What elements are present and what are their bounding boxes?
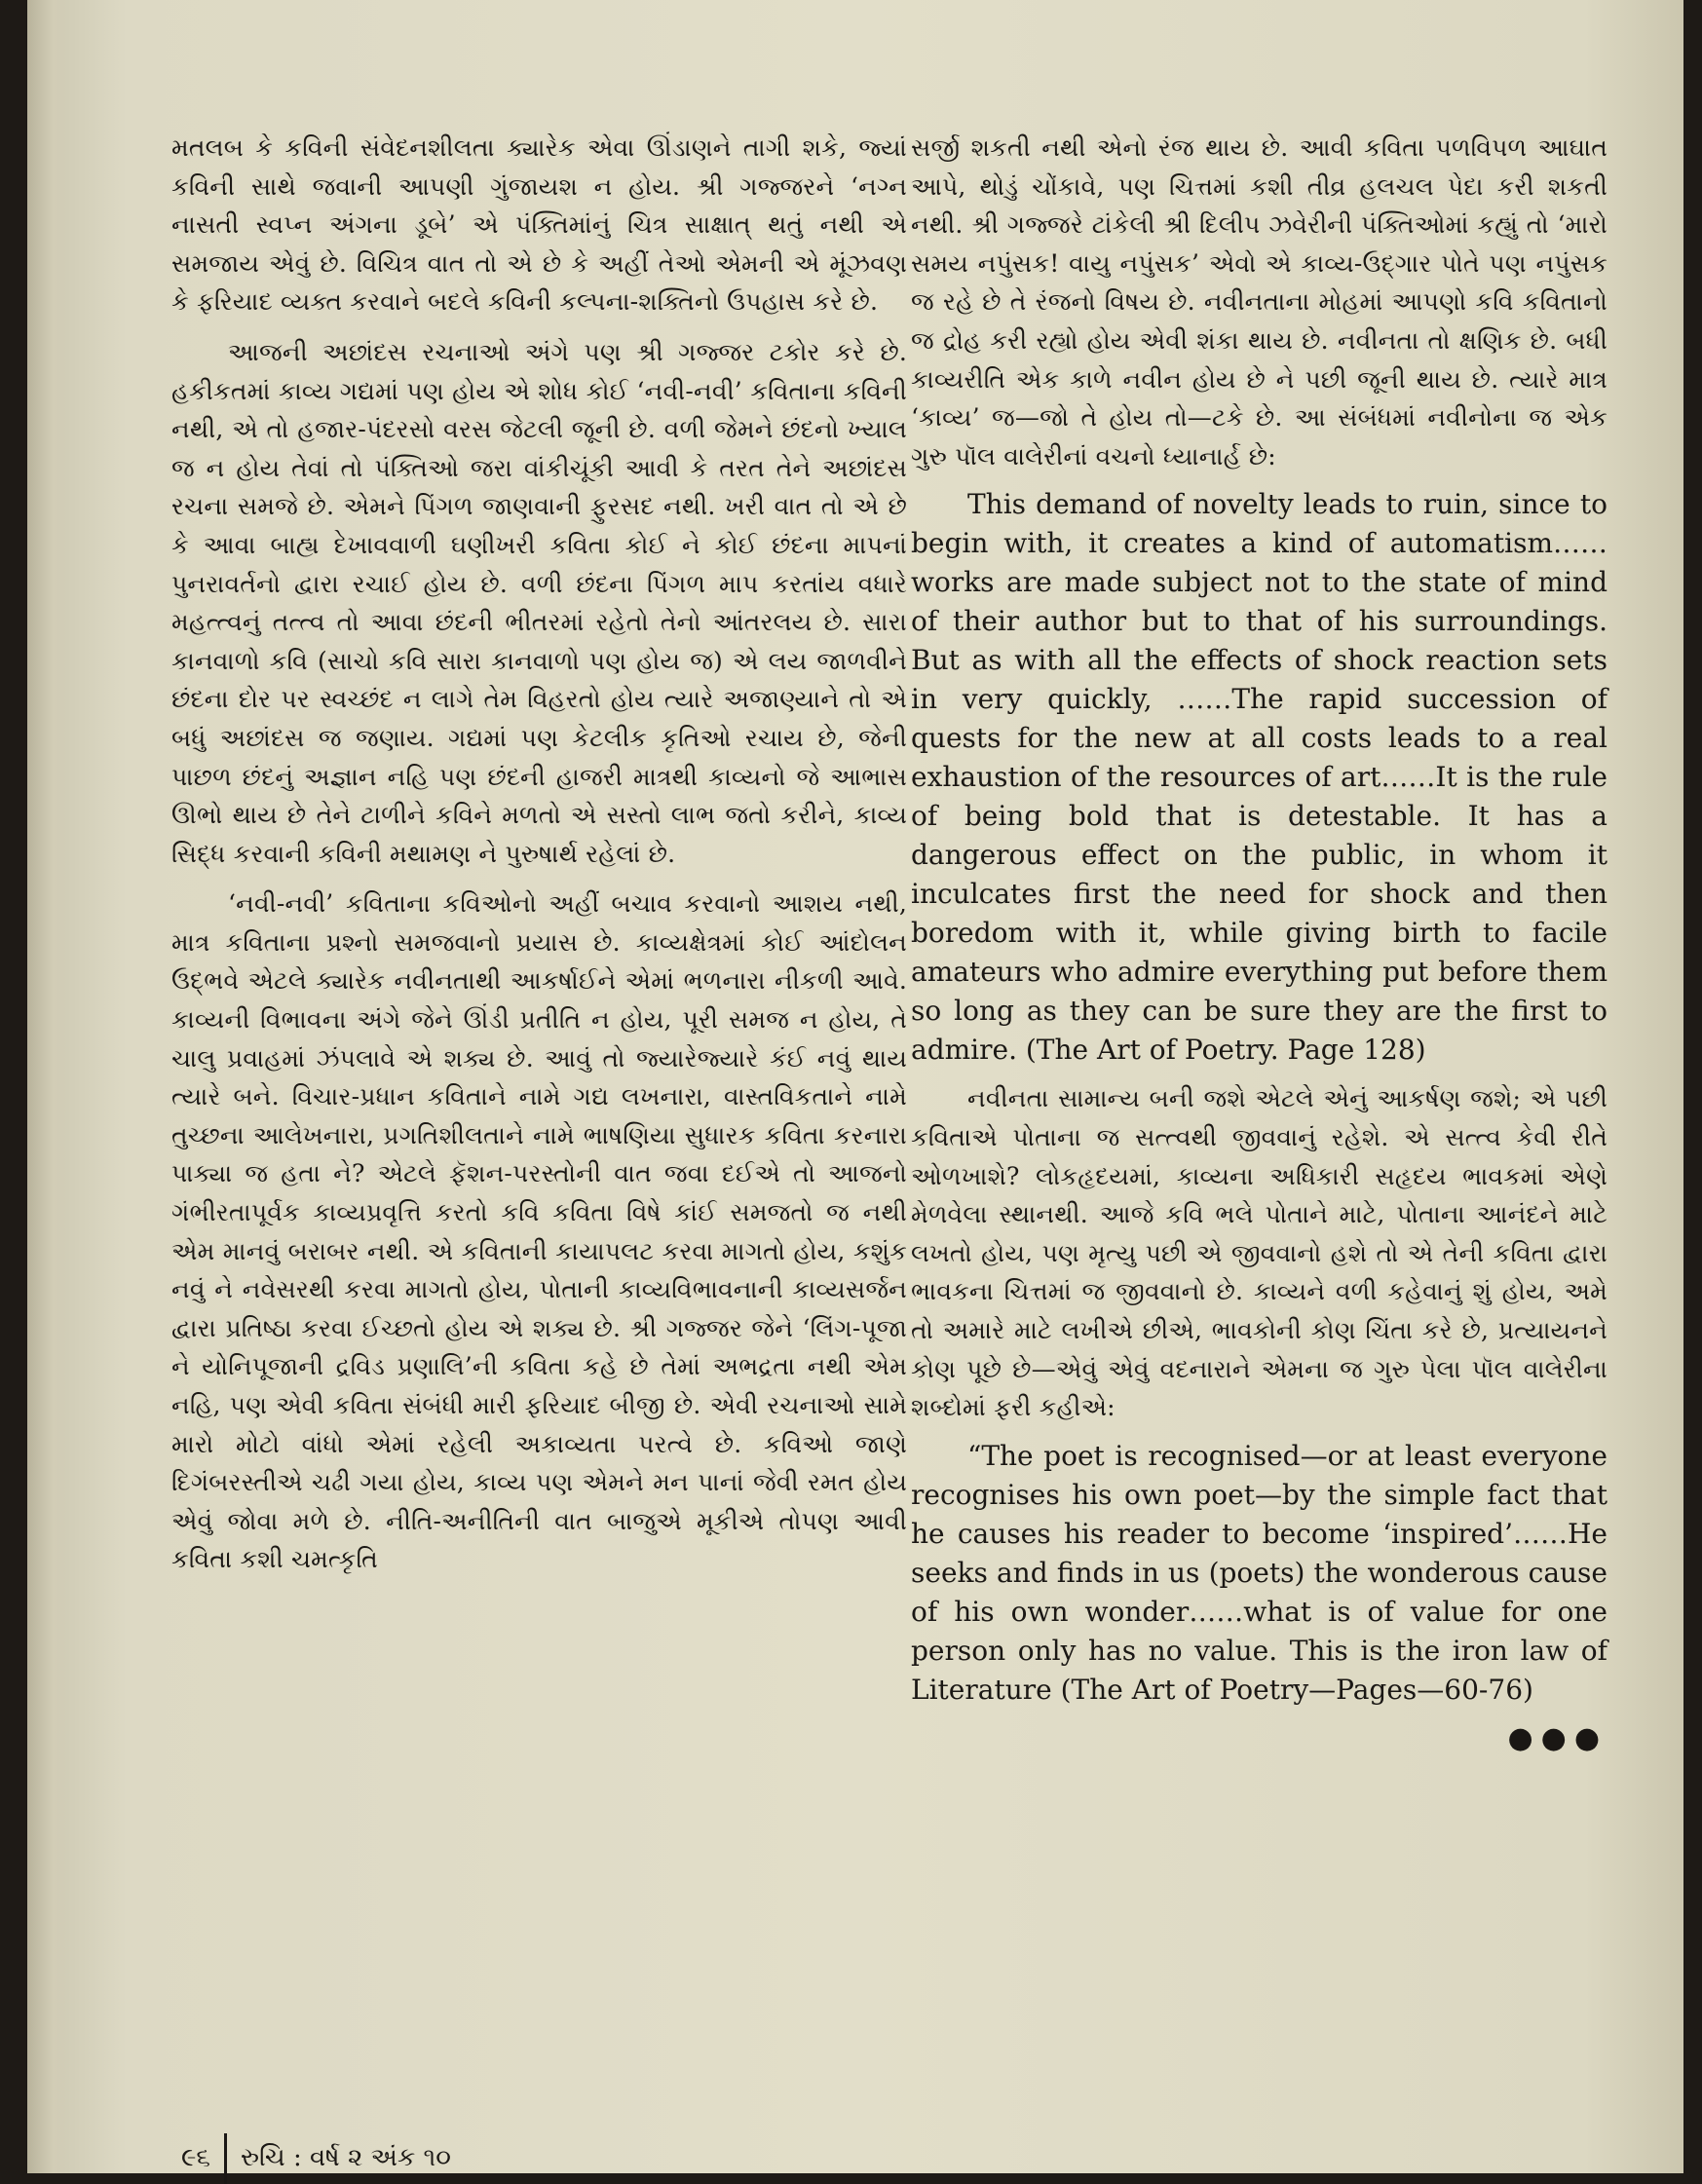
left-paragraph-3: ‘નવી-નવી’ કવિતાના કવિઓનો અહીં બચાવ કરવાનો આશય નથી, માત્ર કવિતાના પ્રશ્નો સમજવાનો પ્રયાસ છે. કાવ્યક્ષેત્રમાં કોઈ આંદોલન ઉદ્ભવે એટલે ક્યારેક નવીનતાથી આકર્ષાઈને એમાં ભળનારા નીકળી આવે. કાવ્યની વિભાવના અંગે જેને ઊંડી પ્રતીતિ ન હોય, પૂરી સમજ ન હોય, તે ચાલુ પ્રવાહમાં ઝંપલાવે એ શક્ય છે. આવું તો જ્યારેજ્યારે કંઈ નવું થાય ત્યારે બને. વિચાર-પ્રધાન કવિતાને નામે ગદ્ય લખનારા, વાસ્તવિકતાને નામે તુચ્છના આલેખનારા, પ્રગતિશીલતાને નામે ભાષણિયા સુધારક કવિતા કરનારા પાક્યા જ હતા ને? એટલે ફૅશન-પરસ્તોની વાત જવા દઈએ તો આજનો ગંભીરતાપૂર્વક કાવ્યપ્રવૃત્તિ કરતો કવિ કવિતા વિષે કાંઈ સમજતો જ નથી એમ માનવું બરાબર નથી. એ કવિતાની કાયાપલટ કરવા માગતો હોય, કશુંક નવું ને નવેસરથી કરવા માગતો હોય, પોતાની કાવ્યવિભાવનાની કાવ્યસર્જન દ્વારા પ્રતિષ્ઠા કરવા ઈચ્છતો હોય એ શક્ય છે. શ્રી ગજ્જર જેને ‘લિંગ-પૂજા ને યોનિપૂજાની દ્રવિડ પ્રણાલિ’ની કવિતા કહે છે તેમાં અભદ્રતા નથી એમ નહિ, પણ એવી કવિતા સંબંધી મારી ફરિયાદ બીજી છે. એવી રચનાઓ સામે મારો મોટો વાંધો એમાં રહેલી અકાવ્યતા પરત્વે છે. કવિઓ જાણે દિગંબરસ્તીએ ચઢી ગયા હોય, કાવ્ય પણ એમને મન પાનાં જેવી રમત હોય એવું જોવા મળે છે. નીતિ-અનીતિની વાત બાજુએ મૂકીએ તોપણ આવી કવિતા કશી ચમત્કૃતિ [171,889,907,1574]
page-binding-shadow [27,0,70,2173]
right-column [911,129,1607,1757]
right-paragraph-2: નવીનતા સામાન્ય બની જશે એટલે એનું આકર્ષણ જશે; એ પછી કવિતાએ પોતાના જ સત્ત્વથી જીવવાનું રહેશે. એ સત્ત્વ કેવી રીતે ઓળખાશે? લોકહૃદયમાં, કાવ્યના અધિકારી સહૃદય ભાવકમાં એણે મેળવેલા સ્થાનથી. આજે કવિ ભલે પોતાને માટે, પોતાના આનંદને માટે લખતો હોય, પણ મૃત્યુ પછી એ જીવવાનો હશે તો એ તેની કવિતા દ્વારા ભાવકના ચિત્તમાં જ જીવવાનો છે. કાવ્યને વળી કહેવાનું શું હોય, અમે તો અમારે માટે લખીએ છીએ, ભાવકોની કોણ ચિંતા કરે છે, પ્રત્યાયનને કોણ પૂછે છે—એવું એવું વદનારાને એમના જ ગુરુ પેલા પૉલ વાલેરીના શબ્દોમાં ફરી કહીએ: [911,1084,1607,1422]
left-column [171,129,907,1579]
right-paragraph-1: સર્જી શકતી નથી એનો રંજ થાય છે. આવી કવિતા પળવિપળ આઘાત આપે, થોડું ચોંકાવે, પણ ચિત્તમાં કશી તીવ્ર હલચલ પેદા કરી શકતી નથી. શ્રી ગજ્જરે ટાંકેલી શ્રી દિલીપ ઝવેરીની પંક્તિઓમાં કહ્યું તો ‘મારો સમય નપુંસક! વાયુ નપુંસક’ એવો એ કાવ્ય-ઉદ્ગાર પોતે પણ નપુંસક જ રહે છે તે રંજનો વિષય છે. નવીનતાના મોહમાં આપણો કવિ કવિતાનો જ દ્રોહ કરી રહ્યો હોય એવી શંકા થાય છે. નવીનતા તો ક્ષણિક છે. બધી કાવ્યરીતિ એક કાળે નવીન હોય છે ને પછી જૂની થાય છે. ત્યારે માત્ર ‘કાવ્ય’ જ—જો તે હોય તો—ટકે છે. આ સંબંધમાં નવીનોના જ એક ગુરુ પૉલ વાલેરીનાં વચનો ધ્યાનાર્હ છે: [911,133,1607,471]
valery-quote-1: This demand of novelty leads to ruin, since to begin with, it creates a kind of automatism……works are made subject not to the state of mind of their author but to that of his surroundings. But as with all the effects of shock reaction sets in very quickly, ……The rapid succession of quests for the new at all costs leads to a real exhaustion of the resources of art……It is the rule of being bold that is detestable. It has a dangerous effect on the public, in whom it inculcates first the need for shock and then boredom with it, while giving birth to facile amateurs who admire everything put before them so long as they can be sure they are the first to admire. (The Art of Poetry. Page 128) [911,488,1607,1067]
left-paragraph-1: મતલબ કે કવિની સંવેદનશીલતા ક્યારેક એવા ઊંડાણને તાગી શકે, જ્યાં કવિની સાથે જવાની આપણી ગુંજાયશ ન હોય. શ્રી ગજ્જરને ‘નગ્ન નાસતી સ્વપ્ન અંગના ડૂબે’ એ પંક્તિમાંનું ચિત્ર સાક્ષાત્ થતું નથી એ સમજાય એવું છે. વિચિત્ર વાત તો એ છે કે અહીં તેઓ એમની એ મૂંઝવણ કે ફરિયાદ વ્યક્ત કરવાને બદલે કવિની કલ્પના-શક્તિનો ઉપહાસ કરે છે. [171,133,907,317]
valery-quote-2: “The poet is recognised—or at least everyone recognises his own poet—by the simple fact that he causes his reader to become ‘inspired’……He seeks and finds in us (poets) the wonderous cause of his own wonder……what is of value for one person only has no value. This is the iron law of Literature (The Art of Poetry—Pages—60-76) [911,1439,1607,1706]
journal-issue: રુચિ : વર્ષ ૨ અંક ૧૦ [240,2143,451,2172]
page-number: ૯૬ [181,2143,210,2172]
end-mark: ●●● [1507,1720,1607,1755]
page-footer [181,2133,451,2172]
left-paragraph-2: આજની અછાંદસ રચનાઓ અંગે પણ શ્રી ગજ્જર ટકોર કરે છે. હકીકતમાં કાવ્ય ગદ્યમાં પણ હોય એ શોધ કોઈ ‘નવી-નવી’ કવિતાના કવિની નથી, એ તો હજાર-પંદરસો વરસ જેટલી જૂની છે. વળી જેમને છંદનો ખ્યાલ જ ન હોય તેવાં તો પંક્તિઓ જરા વાંકીચૂંકી આવી કે તરત તેને અછાંદસ રચના સમજે છે. એમને પિંગળ જાણવાની ફુરસદ નથી. ખરી વાત તો એ છે કે આવા બાહ્ય દેખાવવાળી ઘણીખરી કવિતા કોઈ ને કોઈ છંદના માપનાં પુનરાવર્તનો દ્વારા રચાઈ હોય છે. વળી છંદના પિંગળ માપ કરતાંય વધારે મહત્ત્વનું તત્ત્વ તો આવા છંદની ભીતરમાં રહેતો તેનો આંતરલય છે. સારા કાનવાળો કવિ (સાચો કવિ સારા કાનવાળો પણ હોય જ) એ લય જાળવીને છંદના દોર પર સ્વચ્છંદ ન લાગે તેમ વિહરતો હોય ત્યારે અજાણ્યાને તો એ બધું અછાંદસ જ જણાય. ગદ્યમાં પણ કેટલીક કૃતિઓ રચાય છે, જેની પાછળ છંદનું અજ્ઞાન નહિ પણ છંદની હાજરી માત્રથી કાવ્યનો જે આભાસ ઊભો થાય છે તેને ટાળીને કવિને મળતો એ સસ્તો લાભ જતો કરીને, કાવ્ય સિદ્ધ કરવાની કવિની મથામણ ને પુરુષાર્થ રહેલાં છે. [171,337,907,868]
footer-divider [224,2133,227,2184]
